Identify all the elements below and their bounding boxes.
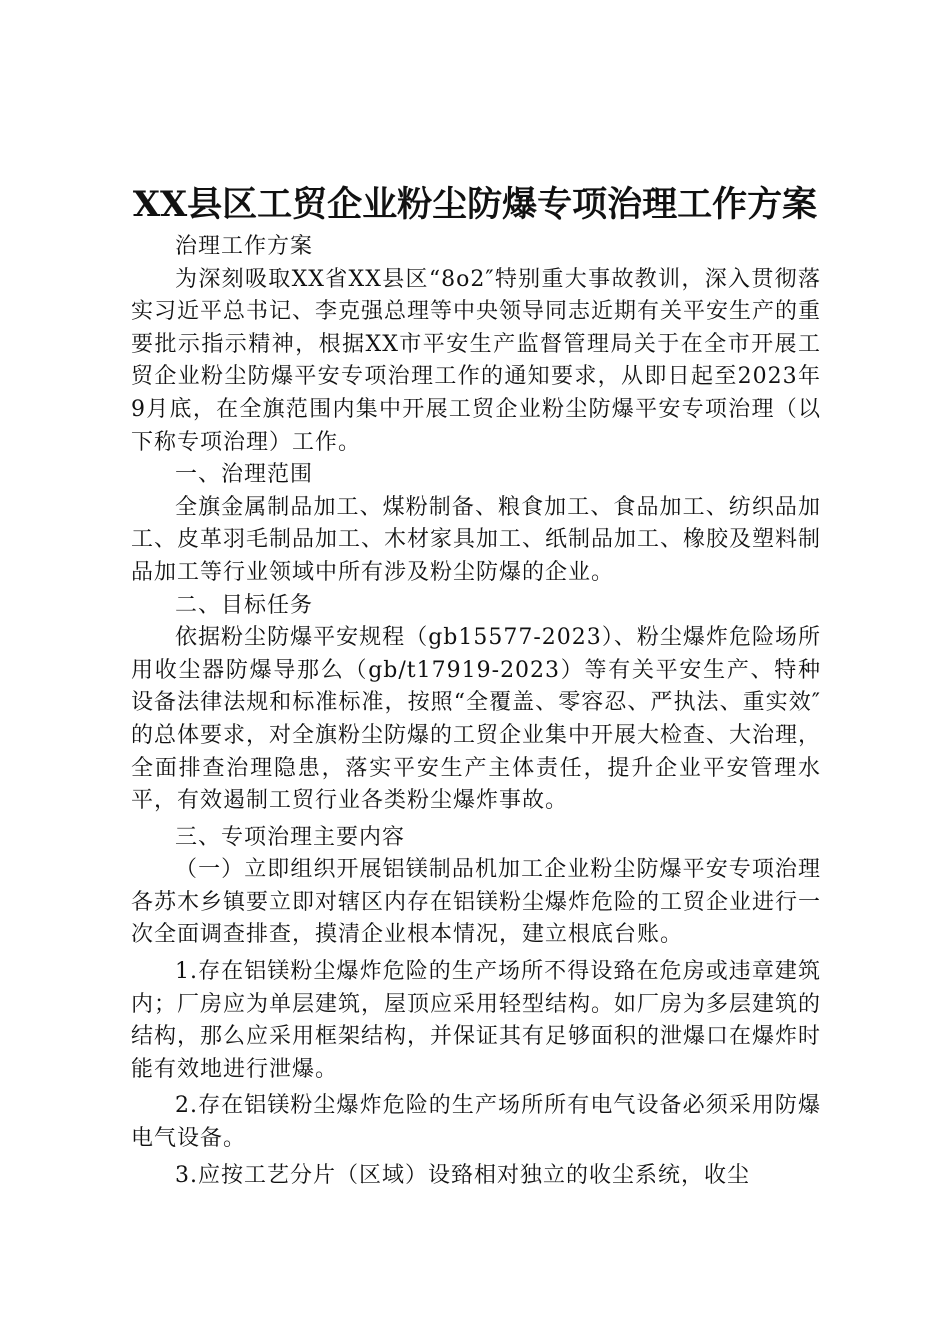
list-item: 3.应按工艺分片（区域）设臵相对独立的收尘系统，收尘	[175, 1162, 750, 1188]
document-body	[131, 231, 821, 1192]
section-paragraph: （一）立即组织开展铝镁制品机加工企业粉尘防爆平安专项治理各苏木乡镇要立即对辖区内存在铝镁粉尘爆炸危险的工贸企业进行一次全面调查排查，摸清企业根本情况，建立根底台账。	[131, 857, 822, 948]
section-heading: 二、目标任务	[175, 592, 314, 618]
intro-paragraph: 为深刻吸取XX省XX县区“8o2″特别重大事故教训，深入贯彻落实习近平总书记、李克强总理等中央领导同志近期有关平安生产的重要批示指示精神，根据XX市平安生产监督管理局关于在全市开展工贸企业粉尘防爆平安专项治理工作的通知要求，从即日起至2023年9月底，在全旗范围内集中开展工贸企业粉尘防爆平安专项治理（以下称专项治理）工作。	[131, 266, 822, 455]
section-heading: 一、治理范围	[175, 462, 314, 488]
section-paragraph: 全旗金属制品加工、煤粉制备、粮食加工、食品加工、纺织品加工、皮革羽毛制品加工、木材家具加工、纸制品加工、橡胶及塑料制品加工等行业领域中所有涉及粉尘防爆的企业。	[131, 494, 822, 585]
list-item: 1.存在铝镁粉尘爆炸危险的生产场所不得设臵在危房或违章建筑内；厂房应为单层建筑，屋顶应采用轻型结构。如厂房为多层建筑的结构，那么应采用框架结构，并保证其有足够面积的泄爆口在爆炸时能有效地进行泄爆。	[131, 959, 822, 1082]
document-title: XX县区工贸企业粉尘防爆专项治理工作方案	[132, 184, 818, 225]
list-item: 2.存在铝镁粉尘爆炸危险的生产场所所有电气设备必须采用防爆电气设备。	[131, 1093, 821, 1152]
section-heading: 三、专项治理主要内容	[175, 824, 406, 850]
section-paragraph: 依据粉尘防爆平安规程（gb15577-2023）、粉尘爆炸危险场所用收尘器防爆导那么（gb/t17919-2023）等有关平安生产、特种设备法律法规和标准标准，按照“全覆盖、零容忍、严执法、重实效″的总体要求，对全旗粉尘防爆的工贸企业集中开展大检查、大治理，全面排查治理隐患，落实平安生产主体责任，提升企业平安管理水平，有效遏制工贸行业各类粉尘爆炸事故。	[131, 625, 822, 814]
subtitle: 治理工作方案	[175, 234, 314, 259]
